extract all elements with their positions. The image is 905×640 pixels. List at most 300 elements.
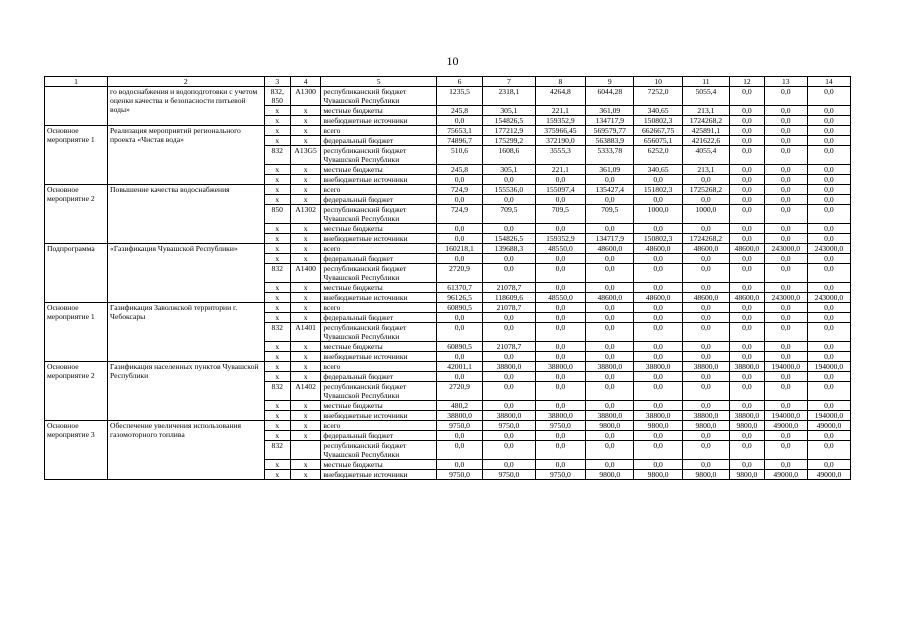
amount-cell: 0,0 (730, 165, 765, 175)
program-level-cell: Основное мероприятие 1 (45, 126, 108, 185)
amount-cell: 4055,4 (682, 146, 729, 165)
amount-cell: 0,0 (634, 313, 682, 323)
target-code-cell: х (290, 431, 320, 441)
amount-cell: 0,0 (535, 254, 585, 264)
funding-source-cell: внебюджетные источники (321, 352, 437, 362)
amount-cell: 0,0 (586, 313, 634, 323)
column-number-header: 12 (730, 77, 765, 87)
amount-cell: 48600,0 (586, 244, 634, 254)
amount-cell: 6044,28 (586, 87, 634, 106)
amount-cell: 0,0 (535, 224, 585, 234)
column-number-header: 1 (45, 77, 108, 87)
funding-source-cell: местные бюджеты (321, 342, 437, 352)
amount-cell: 243000,0 (807, 244, 850, 254)
amount-cell: 0,0 (807, 136, 850, 146)
amount-cell: 0,0 (807, 224, 850, 234)
amount-cell: 0,0 (535, 313, 585, 323)
admin-code-cell: 832 (264, 382, 290, 401)
amount-cell: 0,0 (436, 431, 482, 441)
amount-cell: 0,0 (682, 224, 729, 234)
admin-code-cell: х (264, 234, 290, 244)
amount-cell: 9750,0 (535, 470, 585, 480)
program-title-cell: Реализация мероприятий регионального проекта «Чистая вода» (108, 126, 265, 185)
amount-cell: 38800,0 (535, 411, 585, 421)
amount-cell: 0,0 (764, 264, 807, 283)
amount-cell: 0,0 (436, 116, 482, 126)
amount-cell: 0,0 (634, 283, 682, 293)
amount-cell: 0,0 (586, 382, 634, 401)
funding-source-cell: внебюджетные источники (321, 293, 437, 303)
amount-cell: 0,0 (586, 431, 634, 441)
amount-cell: 9800,0 (586, 421, 634, 431)
funding-source-cell: федеральный бюджет (321, 136, 437, 146)
amount-cell: 38800,0 (730, 362, 765, 372)
amount-cell: 0,0 (586, 283, 634, 293)
amount-cell: 0,0 (730, 175, 765, 185)
admin-code-cell: х (264, 136, 290, 146)
amount-cell: 0,0 (764, 283, 807, 293)
amount-cell: 0,0 (535, 195, 585, 205)
amount-cell: 0,0 (682, 431, 729, 441)
target-code-cell: х (290, 106, 320, 116)
admin-code-cell: х (264, 126, 290, 136)
amount-cell: 9750,0 (436, 470, 482, 480)
amount-cell: 0,0 (535, 460, 585, 470)
funding-source-cell: местные бюджеты (321, 283, 437, 293)
amount-cell: 0,0 (682, 323, 729, 342)
funding-source-cell: республиканский бюджет Чувашской Республики (321, 382, 437, 401)
amount-cell: 0,0 (586, 254, 634, 264)
amount-cell: 0,0 (436, 195, 482, 205)
amount-cell: 0,0 (730, 342, 765, 352)
amount-cell: 2318,1 (483, 87, 536, 106)
amount-cell: 1000,0 (682, 205, 729, 224)
amount-cell: 0,0 (436, 352, 482, 362)
amount-cell: 243000,0 (764, 244, 807, 254)
amount-cell: 0,0 (483, 382, 536, 401)
amount-cell: 0,0 (535, 342, 585, 352)
amount-cell: 48550,0 (535, 244, 585, 254)
amount-cell: 0,0 (764, 126, 807, 136)
amount-cell: 0,0 (730, 303, 765, 313)
funding-source-cell: всего (321, 421, 437, 431)
target-code-cell: х (290, 116, 320, 126)
amount-cell: 0,0 (730, 352, 765, 362)
program-title-cell: «Газификация Чувашской Республики» (108, 244, 265, 303)
amount-cell: 60890,5 (436, 342, 482, 352)
amount-cell: 0,0 (436, 175, 482, 185)
amount-cell: 9800,0 (682, 470, 729, 480)
amount-cell: 0,0 (535, 382, 585, 401)
target-code-cell: х (290, 460, 320, 470)
funding-source-cell: республиканский бюджет Чувашской Республики (321, 441, 437, 460)
amount-cell: 425891,1 (682, 126, 729, 136)
amount-cell: 0,0 (730, 146, 765, 165)
amount-cell: 0,0 (807, 87, 850, 106)
program-title-cell: Газификация населенных пунктов Чувашской Республики (108, 362, 265, 421)
funding-source-cell: федеральный бюджет (321, 431, 437, 441)
admin-code-cell: х (264, 195, 290, 205)
funding-source-cell: местные бюджеты (321, 460, 437, 470)
amount-cell: 0,0 (807, 283, 850, 293)
amount-cell: 135427,4 (586, 185, 634, 195)
amount-cell: 0,0 (764, 372, 807, 382)
amount-cell: 159352,9 (535, 116, 585, 126)
target-code-cell: х (290, 185, 320, 195)
amount-cell: 0,0 (634, 303, 682, 313)
table-row (45, 303, 851, 313)
funding-source-cell: всего (321, 244, 437, 254)
admin-code-cell: х (264, 470, 290, 480)
amount-cell: 155097,4 (535, 185, 585, 195)
amount-cell: 0,0 (682, 342, 729, 352)
amount-cell: 0,0 (764, 165, 807, 175)
amount-cell: 0,0 (535, 303, 585, 313)
amount-cell: 724,9 (436, 205, 482, 224)
amount-cell: 194000,0 (807, 362, 850, 372)
column-number-header: 4 (290, 77, 320, 87)
amount-cell: 0,0 (535, 372, 585, 382)
amount-cell: 49000,0 (764, 470, 807, 480)
amount-cell: 221,1 (535, 106, 585, 116)
amount-cell: 0,0 (730, 441, 765, 460)
target-code-cell: х (290, 254, 320, 264)
admin-code-cell: 832 (264, 441, 290, 460)
amount-cell: 0,0 (682, 401, 729, 411)
amount-cell: 0,0 (634, 401, 682, 411)
amount-cell: 155536,0 (483, 185, 536, 195)
funding-source-cell: республиканский бюджет Чувашской Республики (321, 264, 437, 283)
amount-cell: 159352,9 (535, 234, 585, 244)
admin-code-cell: 832, 850 (264, 87, 290, 106)
amount-cell: 49000,0 (807, 421, 850, 431)
amount-cell: 48600,0 (634, 293, 682, 303)
admin-code-cell: х (264, 460, 290, 470)
amount-cell: 6252,0 (634, 146, 682, 165)
target-code-cell: х (290, 352, 320, 362)
amount-cell: 151802,3 (634, 185, 682, 195)
amount-cell: 0,0 (807, 116, 850, 126)
amount-cell: 9800,0 (586, 470, 634, 480)
amount-cell: 0,0 (586, 195, 634, 205)
admin-code-cell: х (264, 254, 290, 264)
amount-cell: 9800,0 (730, 470, 765, 480)
amount-cell: 1000,0 (634, 205, 682, 224)
amount-cell: 0,0 (807, 382, 850, 401)
amount-cell: 75653,1 (436, 126, 482, 136)
amount-cell: 21078,7 (483, 303, 536, 313)
amount-cell: 38800,0 (682, 362, 729, 372)
amount-cell: 0,0 (483, 441, 536, 460)
table-row (45, 421, 851, 431)
funding-source-cell: всего (321, 362, 437, 372)
amount-cell: 0,0 (634, 460, 682, 470)
amount-cell: 0,0 (764, 234, 807, 244)
amount-cell: 421622,6 (682, 136, 729, 146)
amount-cell: 709,5 (483, 205, 536, 224)
amount-cell: 0,0 (764, 401, 807, 411)
amount-cell: 724,9 (436, 185, 482, 195)
amount-cell: 0,0 (586, 460, 634, 470)
amount-cell: 372190,0 (535, 136, 585, 146)
amount-cell: 243000,0 (807, 293, 850, 303)
target-code-cell: х (290, 411, 320, 421)
amount-cell: 0,0 (730, 126, 765, 136)
amount-cell: 243000,0 (764, 293, 807, 303)
program-level-cell: Основное мероприятие 1 (45, 303, 108, 362)
amount-cell: 0,0 (730, 116, 765, 126)
amount-cell: 361,09 (586, 106, 634, 116)
amount-cell: 150802,3 (634, 234, 682, 244)
amount-cell: 0,0 (764, 254, 807, 264)
amount-cell: 245,8 (436, 165, 482, 175)
amount-cell: 0,0 (764, 382, 807, 401)
amount-cell: 0,0 (730, 264, 765, 283)
program-title-cell: Газификация Заволжской территории г. Чебоксары (108, 303, 265, 362)
column-number-header: 6 (436, 77, 482, 87)
amount-cell: 0,0 (807, 106, 850, 116)
target-code-cell: х (290, 470, 320, 480)
column-number-header: 5 (321, 77, 437, 87)
amount-cell: 0,0 (764, 185, 807, 195)
amount-cell: 60890,5 (436, 303, 482, 313)
target-code-cell: х (290, 126, 320, 136)
amount-cell: 0,0 (535, 431, 585, 441)
amount-cell: 0,0 (764, 313, 807, 323)
amount-cell: 0,0 (436, 254, 482, 264)
target-code-cell: х (290, 421, 320, 431)
target-code-cell: А13G5 (290, 146, 320, 165)
amount-cell: 38800,0 (436, 411, 482, 421)
amount-cell: 0,0 (483, 431, 536, 441)
amount-cell: 150802,3 (634, 116, 682, 126)
amount-cell: 0,0 (436, 460, 482, 470)
amount-cell: 194000,0 (764, 362, 807, 372)
amount-cell: 0,0 (682, 352, 729, 362)
funding-source-cell: внебюджетные источники (321, 234, 437, 244)
amount-cell: 0,0 (730, 401, 765, 411)
amount-cell: 38800,0 (586, 362, 634, 372)
amount-cell: 9750,0 (483, 470, 536, 480)
admin-code-cell: х (264, 175, 290, 185)
amount-cell: 0,0 (586, 401, 634, 411)
admin-code-cell: х (264, 293, 290, 303)
amount-cell: 0,0 (483, 372, 536, 382)
amount-cell: 0,0 (586, 323, 634, 342)
amount-cell: 1608,6 (483, 146, 536, 165)
amount-cell: 0,0 (807, 205, 850, 224)
amount-cell: 0,0 (483, 175, 536, 185)
amount-cell: 194000,0 (807, 411, 850, 421)
amount-cell: 61370,7 (436, 283, 482, 293)
amount-cell: 1235,5 (436, 87, 482, 106)
amount-cell: 221,1 (535, 165, 585, 175)
amount-cell: 38800,0 (586, 411, 634, 421)
amount-cell: 9800,0 (730, 421, 765, 431)
amount-cell: 0,0 (807, 254, 850, 264)
amount-cell: 510,6 (436, 146, 482, 165)
amount-cell: 194000,0 (764, 411, 807, 421)
amount-cell: 38800,0 (483, 362, 536, 372)
amount-cell: 656075,1 (634, 136, 682, 146)
amount-cell: 9750,0 (535, 421, 585, 431)
amount-cell: 0,0 (807, 146, 850, 165)
funding-source-cell: местные бюджеты (321, 106, 437, 116)
amount-cell: 0,0 (764, 352, 807, 362)
funding-source-cell: федеральный бюджет (321, 195, 437, 205)
amount-cell: 0,0 (730, 382, 765, 401)
amount-cell: 340,65 (634, 106, 682, 116)
column-number-header: 13 (764, 77, 807, 87)
funding-source-cell: внебюджетные источники (321, 116, 437, 126)
admin-code-cell: х (264, 165, 290, 175)
target-code-cell: х (290, 372, 320, 382)
amount-cell: 0,0 (730, 323, 765, 342)
target-code-cell: х (290, 293, 320, 303)
amount-cell: 0,0 (730, 224, 765, 234)
amount-cell: 38800,0 (634, 362, 682, 372)
admin-code-cell: х (264, 116, 290, 126)
amount-cell: 0,0 (807, 401, 850, 411)
amount-cell: 0,0 (436, 224, 482, 234)
amount-cell: 21078,7 (483, 283, 536, 293)
amount-cell: 0,0 (764, 116, 807, 126)
amount-cell: 38800,0 (535, 362, 585, 372)
amount-cell: 49000,0 (807, 470, 850, 480)
amount-cell: 0,0 (586, 352, 634, 362)
amount-cell: 0,0 (682, 303, 729, 313)
amount-cell: 0,0 (682, 264, 729, 283)
amount-cell: 0,0 (764, 460, 807, 470)
target-code-cell: х (290, 136, 320, 146)
amount-cell: 0,0 (483, 195, 536, 205)
amount-cell: 3555,3 (535, 146, 585, 165)
funding-source-cell: всего (321, 126, 437, 136)
amount-cell: 0,0 (682, 382, 729, 401)
amount-cell: 0,0 (682, 175, 729, 185)
amount-cell: 0,0 (586, 372, 634, 382)
amount-cell: 0,0 (586, 264, 634, 283)
admin-code-cell: х (264, 362, 290, 372)
table-row (45, 87, 851, 106)
amount-cell: 48600,0 (682, 244, 729, 254)
target-code-cell: х (290, 234, 320, 244)
column-number-header: 14 (807, 77, 850, 87)
amount-cell: 0,0 (764, 195, 807, 205)
amount-cell: 0,0 (730, 87, 765, 106)
admin-code-cell: х (264, 372, 290, 382)
target-code-cell: х (290, 303, 320, 313)
amount-cell: 0,0 (634, 372, 682, 382)
amount-cell: 0,0 (634, 264, 682, 283)
amount-cell: 0,0 (807, 126, 850, 136)
amount-cell: 0,0 (807, 175, 850, 185)
amount-cell: 0,0 (730, 283, 765, 293)
amount-cell: 340,65 (634, 165, 682, 175)
amount-cell: 0,0 (730, 205, 765, 224)
target-code-cell: х (290, 362, 320, 372)
funding-source-cell: республиканский бюджет Чувашской Республики (321, 205, 437, 224)
amount-cell: 0,0 (483, 352, 536, 362)
funding-source-cell: всего (321, 185, 437, 195)
amount-cell: 0,0 (807, 313, 850, 323)
amount-cell: 0,0 (634, 382, 682, 401)
admin-code-cell: х (264, 342, 290, 352)
amount-cell: 0,0 (764, 87, 807, 106)
amount-cell: 0,0 (436, 313, 482, 323)
amount-cell: 213,1 (682, 106, 729, 116)
amount-cell: 0,0 (764, 431, 807, 441)
amount-cell: 9800,0 (634, 421, 682, 431)
amount-cell: 0,0 (483, 401, 536, 411)
budget-table (44, 76, 851, 480)
column-number-header: 9 (586, 77, 634, 87)
amount-cell: 0,0 (586, 224, 634, 234)
amount-cell: 0,0 (682, 372, 729, 382)
amount-cell: 0,0 (483, 264, 536, 283)
target-code-cell: А1400 (290, 264, 320, 283)
amount-cell: 0,0 (436, 234, 482, 244)
amount-cell: 7252,0 (634, 87, 682, 106)
target-code-cell: х (290, 175, 320, 185)
amount-cell: 0,0 (764, 303, 807, 313)
amount-cell: 38800,0 (483, 411, 536, 421)
column-numbers-row (45, 77, 851, 87)
amount-cell: 38800,0 (682, 411, 729, 421)
amount-cell: 175299,2 (483, 136, 536, 146)
target-code-cell: А1300 (290, 87, 320, 106)
amount-cell: 0,0 (634, 352, 682, 362)
amount-cell: 0,0 (483, 460, 536, 470)
admin-code-cell: х (264, 401, 290, 411)
amount-cell: 0,0 (634, 441, 682, 460)
amount-cell: 375966,45 (535, 126, 585, 136)
funding-source-cell: местные бюджеты (321, 401, 437, 411)
amount-cell: 0,0 (634, 224, 682, 234)
amount-cell: 134717,9 (586, 116, 634, 126)
amount-cell: 0,0 (730, 460, 765, 470)
funding-source-cell: местные бюджеты (321, 224, 437, 234)
target-code-cell: х (290, 313, 320, 323)
amount-cell: 0,0 (730, 234, 765, 244)
target-code-cell: А1402 (290, 382, 320, 401)
amount-cell: 0,0 (764, 106, 807, 116)
amount-cell: 0,0 (535, 175, 585, 185)
admin-code-cell: х (264, 421, 290, 431)
program-title-cell: Обеспечение увеличения использования газомоторного топлива (108, 421, 265, 480)
amount-cell: 0,0 (634, 431, 682, 441)
amount-cell: 48600,0 (730, 293, 765, 303)
amount-cell: 48550,0 (535, 293, 585, 303)
amount-cell: 0,0 (730, 136, 765, 146)
amount-cell: 0,0 (730, 185, 765, 195)
amount-cell: 21078,7 (483, 342, 536, 352)
page-number: 10 (446, 54, 459, 68)
program-level-cell: Основное мероприятие 3 (45, 421, 108, 480)
amount-cell: 0,0 (535, 283, 585, 293)
amount-cell: 0,0 (483, 323, 536, 342)
amount-cell: 154826,5 (483, 234, 536, 244)
amount-cell: 0,0 (807, 342, 850, 352)
amount-cell: 0,0 (682, 195, 729, 205)
amount-cell: 0,0 (682, 460, 729, 470)
amount-cell: 709,5 (535, 205, 585, 224)
amount-cell: 0,0 (634, 254, 682, 264)
program-title-cell: го водоснабжения и водоподготовки с учетом оценки качества и безопасности питьевой воды» (108, 87, 265, 126)
amount-cell: 9800,0 (682, 421, 729, 431)
program-level-cell: Подпрограмма (45, 244, 108, 303)
column-number-header: 8 (535, 77, 585, 87)
